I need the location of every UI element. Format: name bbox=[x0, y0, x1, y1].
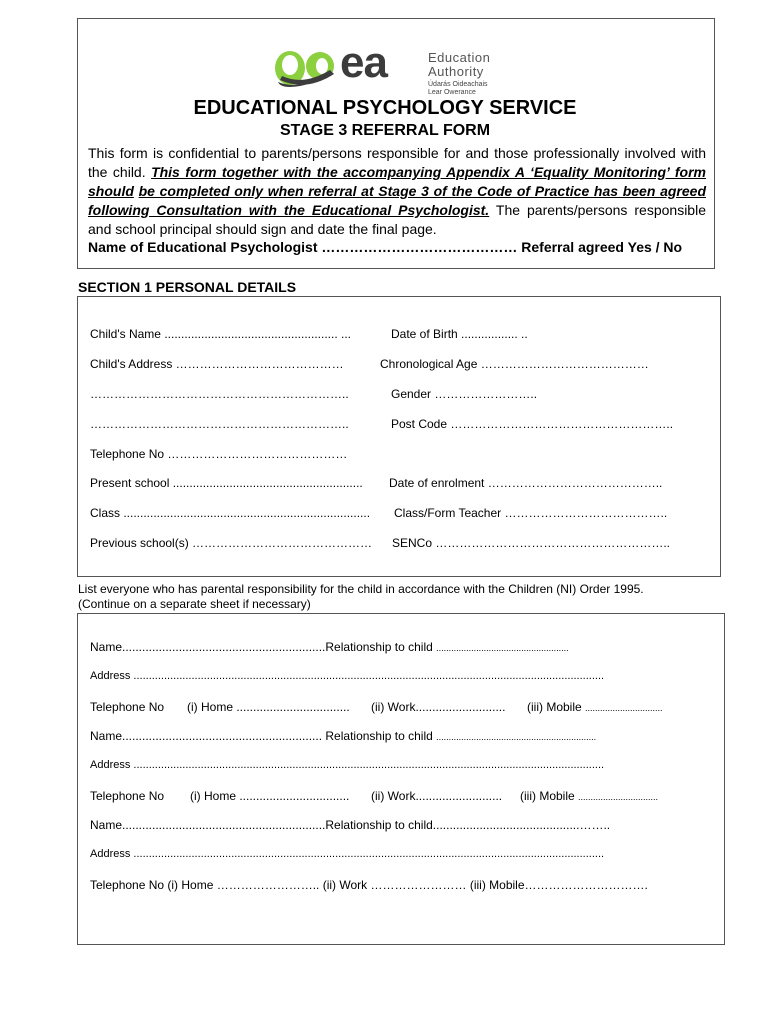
p2-tel-mobile-dots: ................................ bbox=[578, 792, 659, 802]
logo-irish-line2: Lear Owerance bbox=[428, 89, 476, 96]
class-form-teacher-field[interactable]: Class/Form Teacher ………………………………….. bbox=[394, 506, 668, 520]
address-line2-field[interactable]: ……………………………………………………….. bbox=[90, 387, 349, 401]
p1-name-label: Name.............................................................Relationship to child bbox=[90, 640, 433, 654]
chronological-age-field[interactable]: Chronological Age …………………………………… bbox=[380, 357, 649, 371]
senco-field[interactable]: SENCo ………………………………………………….. bbox=[392, 536, 671, 550]
p2-tel-work[interactable]: (ii) Work.......................... bbox=[371, 789, 503, 803]
p2-name-label: Name............................................................ Relationship to child bbox=[90, 729, 433, 743]
intro-text-1: This form is confidential to parents/persons responsible for and those professionally involved with the child. bbox=[88, 145, 706, 180]
p3-telephone-line[interactable]: Telephone No (i) Home …………………….. (ii) Work …………………… (iii) Mobile…………………………. bbox=[90, 878, 648, 892]
childs-name-field[interactable]: Child's Name .................................................... ... bbox=[90, 327, 352, 341]
date-of-enrolment-field[interactable]: Date of enrolment …………………………………….. bbox=[389, 476, 663, 490]
p1-tel-mobile-label: (iii) Mobile bbox=[527, 700, 582, 714]
p3-name-field[interactable]: Name.............................................................Relationship to child............................................…….. bbox=[90, 818, 611, 832]
previous-schools-field[interactable]: Previous school(s) ……………………………………… bbox=[90, 536, 373, 550]
p1-tel-mobile[interactable] bbox=[527, 700, 663, 714]
logo-irish-line1: Údarás Oideachais bbox=[428, 81, 488, 88]
p1-address-field[interactable]: Address .......................................................................................................................................................... bbox=[90, 670, 605, 682]
p1-tel-label: Telephone No bbox=[90, 700, 165, 714]
p1-tel-home[interactable]: (i) Home .................................. bbox=[187, 700, 350, 714]
p1-tel-mobile-dots: ............................... bbox=[585, 703, 663, 713]
ea-logo bbox=[268, 38, 528, 96]
telephone-field[interactable]: Telephone No ……………………………………… bbox=[90, 447, 348, 461]
p2-tel-home[interactable]: (i) Home ................................. bbox=[190, 789, 350, 803]
intro-text-5: The parents/persons responsible and school principal should sign and date the final page. bbox=[88, 202, 706, 237]
class-field[interactable]: Class .......................................................................... bbox=[90, 506, 371, 520]
section1-heading: SECTION 1 PERSONAL DETAILS bbox=[78, 279, 297, 295]
p2-tel-label: Telephone No bbox=[90, 789, 165, 803]
intro-paragraph bbox=[88, 144, 706, 239]
page-subtitle: STAGE 3 REFERRAL FORM bbox=[279, 122, 491, 139]
logo-mark-text: ea bbox=[340, 38, 387, 87]
p3-address-field[interactable]: Address .......................................................................................................................................................... bbox=[90, 848, 605, 860]
parental-box bbox=[77, 613, 725, 945]
p2-address-field[interactable]: Address .......................................................................................................................................................... bbox=[90, 759, 605, 771]
p2-name-field[interactable] bbox=[90, 729, 596, 743]
gender-field[interactable]: Gender …………………….. bbox=[391, 387, 538, 401]
p2-tel-mobile[interactable] bbox=[520, 789, 658, 803]
p2-relationship-dots: ................................................................ bbox=[436, 732, 597, 742]
logo-name-line1: Education bbox=[428, 50, 491, 65]
parental-note: List everyone who has parental responsibility for the child in accordance with the Children (NI) Order 1995. (Continue on a separate sheet if necessary) bbox=[78, 582, 644, 611]
address-line3-field[interactable]: ……………………………………………………….. bbox=[90, 417, 349, 431]
p1-tel-work[interactable]: (ii) Work........................... bbox=[371, 700, 506, 714]
psychologist-line[interactable]: Name of Educational Psychologist …………………………………… Referral agreed Yes / No bbox=[88, 239, 683, 255]
childs-address-field[interactable]: Child's Address …………………………………… bbox=[90, 357, 344, 371]
date-of-birth-field[interactable]: Date of Birth ................. .. bbox=[391, 327, 528, 341]
present-school-field[interactable]: Present school ......................................................... bbox=[90, 476, 363, 490]
p1-name-field[interactable] bbox=[90, 640, 569, 654]
p2-tel-mobile-label: (iii) Mobile bbox=[520, 789, 575, 803]
p1-relationship-dots: ..................................................... bbox=[436, 643, 569, 653]
intro-text-4: be completed only when referral at Stage 3 of the Code of Practice has been agreed following Consultation with the Educational Psychologist. bbox=[88, 183, 706, 218]
page-title: EDUCATIONAL PSYCHOLOGY SERVICE bbox=[193, 97, 577, 119]
logo-name-line2: Authority bbox=[428, 64, 484, 79]
intro-text-2: This form together with the accompanying Appendix A ‘Equality Monitoring’ form should bbox=[88, 164, 706, 199]
post-code-field[interactable]: Post Code ……………………………………………….. bbox=[391, 417, 674, 431]
